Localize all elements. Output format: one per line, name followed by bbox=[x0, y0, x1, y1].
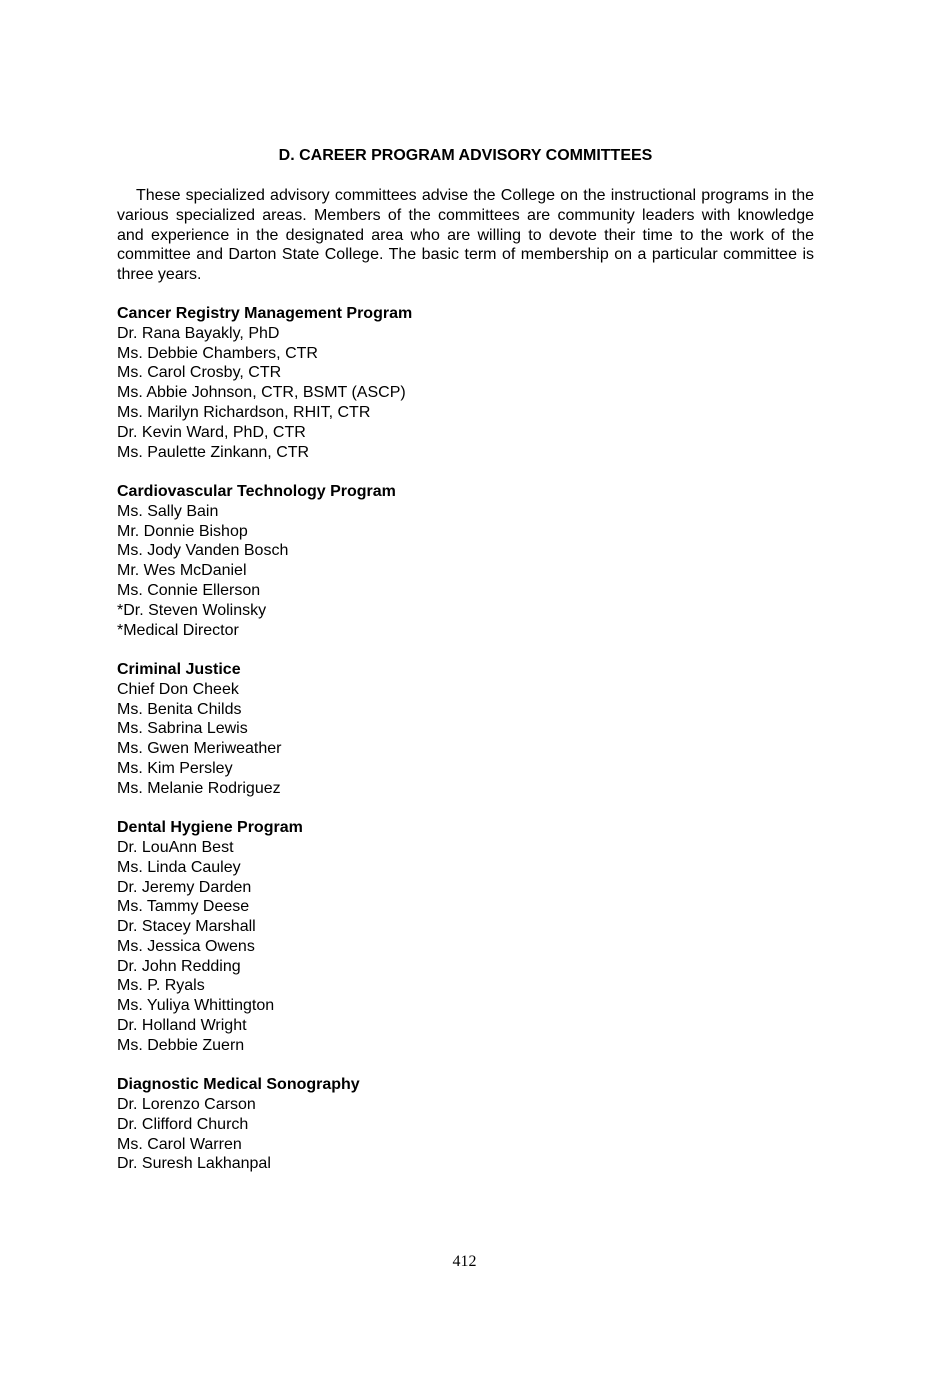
committee-member: Ms. Linda Cauley bbox=[117, 858, 241, 876]
committee-member: Ms. Gwen Meriweather bbox=[117, 740, 282, 758]
section-heading: D. CAREER PROGRAM ADVISORY COMMITTEES bbox=[278, 147, 653, 164]
committee-member: Ms. Carol Crosby, CTR bbox=[117, 364, 282, 382]
committee-section bbox=[117, 660, 814, 799]
page-number: 412 bbox=[452, 1253, 477, 1270]
committee-member: Dr. Jeremy Darden bbox=[117, 878, 252, 896]
committee-section bbox=[117, 304, 814, 462]
committee-member: Dr. Suresh Lakhanpal bbox=[117, 1155, 271, 1173]
committee-title: Diagnostic Medical Sonography bbox=[117, 1076, 360, 1094]
committee-member: Ms. Debbie Chambers, CTR bbox=[117, 344, 318, 362]
committee-member: Dr. Lorenzo Carson bbox=[117, 1096, 256, 1114]
committee-member: Ms. Abbie Johnson, CTR, BSMT (ASCP) bbox=[117, 384, 406, 402]
committee-title: Criminal Justice bbox=[117, 660, 241, 678]
committee-member: *Dr. Steven Wolinsky bbox=[117, 601, 267, 619]
committee-member: Mr. Wes McDaniel bbox=[117, 562, 247, 580]
committee-member: Dr. Rana Bayakly, PhD bbox=[117, 324, 280, 342]
committee-member: Ms. Debbie Zuern bbox=[117, 1036, 245, 1054]
committee-member: Dr. Stacey Marshall bbox=[117, 918, 256, 936]
committee-member: Ms. Jody Vanden Bosch bbox=[117, 542, 289, 560]
committee-member: Ms. P. Ryals bbox=[117, 977, 205, 995]
committee-member: Ms. Connie Ellerson bbox=[117, 581, 261, 599]
committee-member: Ms. Jessica Owens bbox=[117, 937, 255, 955]
committee-title: Cardiovascular Technology Program bbox=[117, 482, 396, 500]
committee-section bbox=[117, 818, 814, 1056]
committee-section bbox=[117, 1075, 814, 1174]
committee-member: Ms. Paulette Zinkann, CTR bbox=[117, 443, 310, 461]
committee-section bbox=[117, 482, 814, 640]
committee-member: *Medical Director bbox=[117, 621, 239, 639]
committee-member: Ms. Marilyn Richardson, RHIT, CTR bbox=[117, 403, 371, 421]
committee-title: Dental Hygiene Program bbox=[117, 819, 303, 837]
committee-member: Ms. Yuliya Whittington bbox=[117, 997, 275, 1015]
committee-member: Ms. Tammy Deese bbox=[117, 898, 250, 916]
committee-title: Cancer Registry Management Program bbox=[117, 305, 413, 322]
committee-member: Ms. Benita Childs bbox=[117, 700, 242, 718]
committee-member: Dr. Holland Wright bbox=[117, 1017, 247, 1035]
committee-member: Mr. Donnie Bishop bbox=[117, 522, 248, 540]
committee-member: Ms. Kim Persley bbox=[117, 759, 233, 777]
committee-member: Dr. Clifford Church bbox=[117, 1115, 249, 1133]
committee-member: Chief Don Cheek bbox=[117, 680, 239, 698]
committee-member: Ms. Melanie Rodriguez bbox=[117, 779, 281, 797]
committee-member: Dr. LouAnn Best bbox=[117, 838, 234, 856]
intro-paragraph: These specialized advisory committees advise the College on the instructional programs in the various specialized areas. Members of the committees are community leaders with knowledge and experience in the designated area who are willing to devote their time to the work of the committee and Darton State College. The basic term of membership on a particular committee is three years. bbox=[117, 187, 814, 284]
committee-member: Dr. Kevin Ward, PhD, CTR bbox=[117, 423, 306, 441]
committee-member: Dr. John Redding bbox=[117, 957, 241, 975]
committee-list bbox=[117, 304, 814, 1194]
committee-member: Ms. Sabrina Lewis bbox=[117, 720, 248, 738]
committee-member: Ms. Sally Bain bbox=[117, 502, 219, 520]
committee-member: Ms. Carol Warren bbox=[117, 1135, 242, 1153]
